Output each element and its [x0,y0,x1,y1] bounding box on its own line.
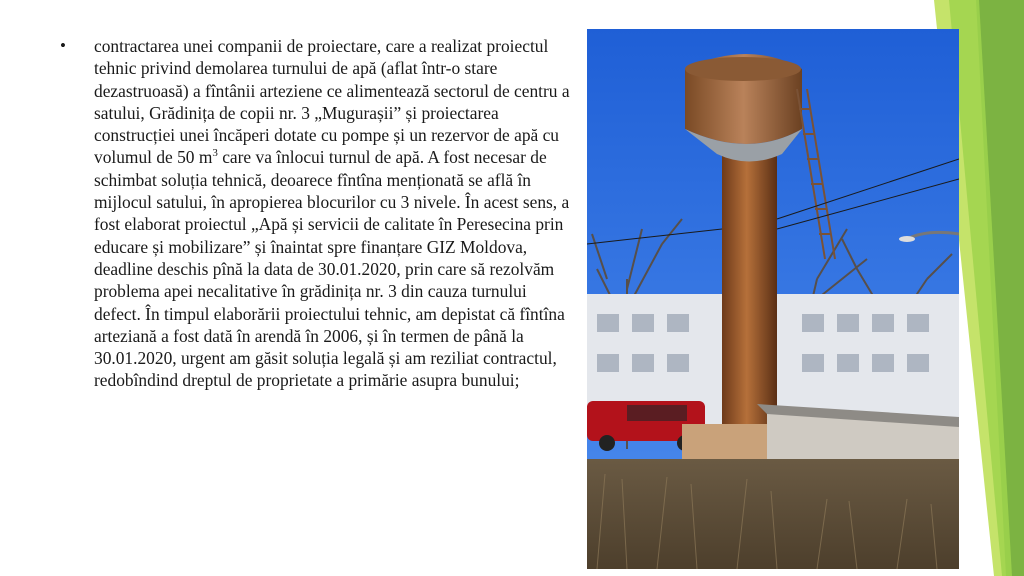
theme-shape-dark [976,0,1024,576]
water-tower-photo [587,29,959,569]
superscript-3: 3 [212,147,218,160]
paragraph-text-rest: care va înlocui turnul de apă. A fost necesar de schimbat soluția tehnică, deoarece fîntîna menționată se află în mijlocul satului, în apropierea blocurilor cu 3 nivele. În acest sens, a fost elaborat proiectul „Apă și servicii de calitate în Peresecina prin educare și mobilizare” și înaintat spre finanțare GIZ Moldova, deadline deschis pînă la data de 30.01.2020, prin care să rezolvăm problema apei necalitative în grădinița nr. 3 din cauza turnului defect. În timpul elaborării proiectului tehnic, am depistat că fîntîna arteziană a fost dată în arendă în 2006, și în termen de până la 30.01.2020, urgent am găsit soluția legală și am reziliat contractul, redobîndind dreptul de proprietate a primărie asupra bunului; [94,147,570,391]
tower-shaft [722,149,777,439]
tower-tank-top [685,57,801,81]
bullet-marker: • [60,36,66,55]
bullet-paragraph [94,35,570,392]
paragraph-text-main: contractarea unei companii de proiectare, care a realizat proiectul tehnic privind demolarea turnului de apă (aflat într-o stare dezastruoasă) a fîntânii arteziene ce alimentează sectorul de centru a satului, Grădinița de copii nr. 3 „Mugurașii” și proiectarea construcției unei încăperi dotate cu pompe și un rezervor de apă cu volumul de 50 m [94,36,570,168]
photo-illustration [587,29,959,569]
bullet-list [60,35,570,392]
